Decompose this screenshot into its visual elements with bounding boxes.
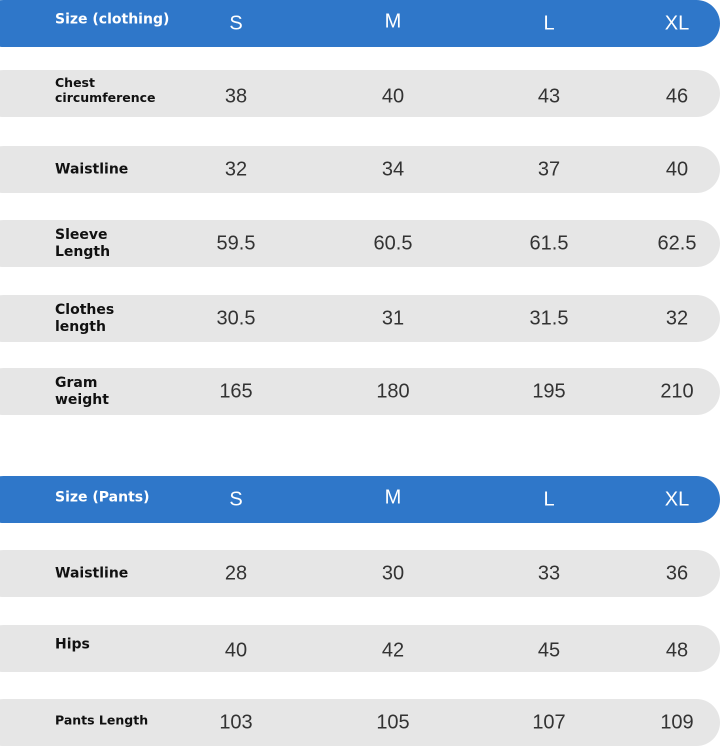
clothing-row-sleeve-length [0, 220, 720, 267]
clothing-header-row [0, 0, 720, 47]
pants-header-label: Size (Pants) [55, 489, 150, 506]
pants-size-m: M [384, 486, 402, 509]
clothing-size-s: S [229, 12, 243, 34]
value-l: 61.5 [529, 232, 569, 254]
value-m: 31 [381, 307, 405, 329]
value-l: 37 [537, 158, 561, 180]
value-m: 42 [381, 639, 405, 662]
row-label: Gram weight [55, 374, 109, 408]
pants-row-pants-length [0, 699, 720, 746]
value-l: 43 [537, 85, 561, 108]
value-m: 105 [376, 711, 410, 734]
value-xl: 210 [660, 380, 694, 402]
value-xl: 62.5 [657, 232, 697, 254]
value-xl: 36 [665, 562, 689, 584]
pants-row-waistline [0, 550, 720, 597]
row-label: Waistline [55, 565, 129, 581]
value-l: 195 [532, 380, 566, 402]
value-xl: 40 [665, 158, 689, 180]
row-label: Clothes length [55, 301, 115, 335]
clothing-size-l: L [543, 12, 555, 34]
row-label: Hips [55, 636, 90, 653]
value-xl: 109 [660, 711, 694, 734]
value-s: 40 [224, 639, 248, 662]
clothing-row-waistline [0, 146, 720, 193]
value-m: 40 [381, 85, 405, 108]
row-label: Chest circumference [55, 74, 156, 105]
value-m: 60.5 [373, 232, 413, 254]
value-s: 103 [219, 711, 253, 734]
value-l: 31.5 [529, 307, 569, 329]
value-m: 180 [376, 380, 410, 402]
row-label: Pants Length [55, 712, 149, 728]
pants-size-s: S [229, 488, 243, 510]
row-label: Sleeve Length [55, 226, 111, 260]
value-s: 38 [224, 85, 248, 108]
clothing-size-m: M [384, 10, 402, 33]
pants-row-hips [0, 625, 720, 672]
value-s: 165 [219, 380, 253, 402]
clothing-row-gram-weight [0, 368, 720, 415]
value-s: 30.5 [216, 307, 256, 329]
value-l: 107 [532, 711, 566, 734]
value-s: 59.5 [216, 232, 256, 254]
value-xl: 46 [665, 85, 689, 108]
value-xl: 32 [665, 307, 689, 329]
value-m: 34 [381, 158, 405, 180]
value-s: 28 [224, 562, 248, 584]
clothing-size-xl: XL [664, 12, 690, 34]
pants-size-xl: XL [664, 488, 690, 510]
value-l: 45 [537, 639, 561, 662]
row-label: Waistline [55, 161, 129, 177]
value-l: 33 [537, 562, 561, 584]
pants-size-l: L [543, 488, 555, 510]
value-s: 32 [224, 158, 248, 180]
clothing-header-label: Size (clothing) [55, 11, 170, 28]
value-xl: 48 [665, 639, 689, 662]
pants-header-row [0, 476, 720, 523]
clothing-row-chest [0, 70, 720, 117]
value-m: 30 [381, 562, 405, 584]
clothing-row-clothes-length [0, 295, 720, 342]
